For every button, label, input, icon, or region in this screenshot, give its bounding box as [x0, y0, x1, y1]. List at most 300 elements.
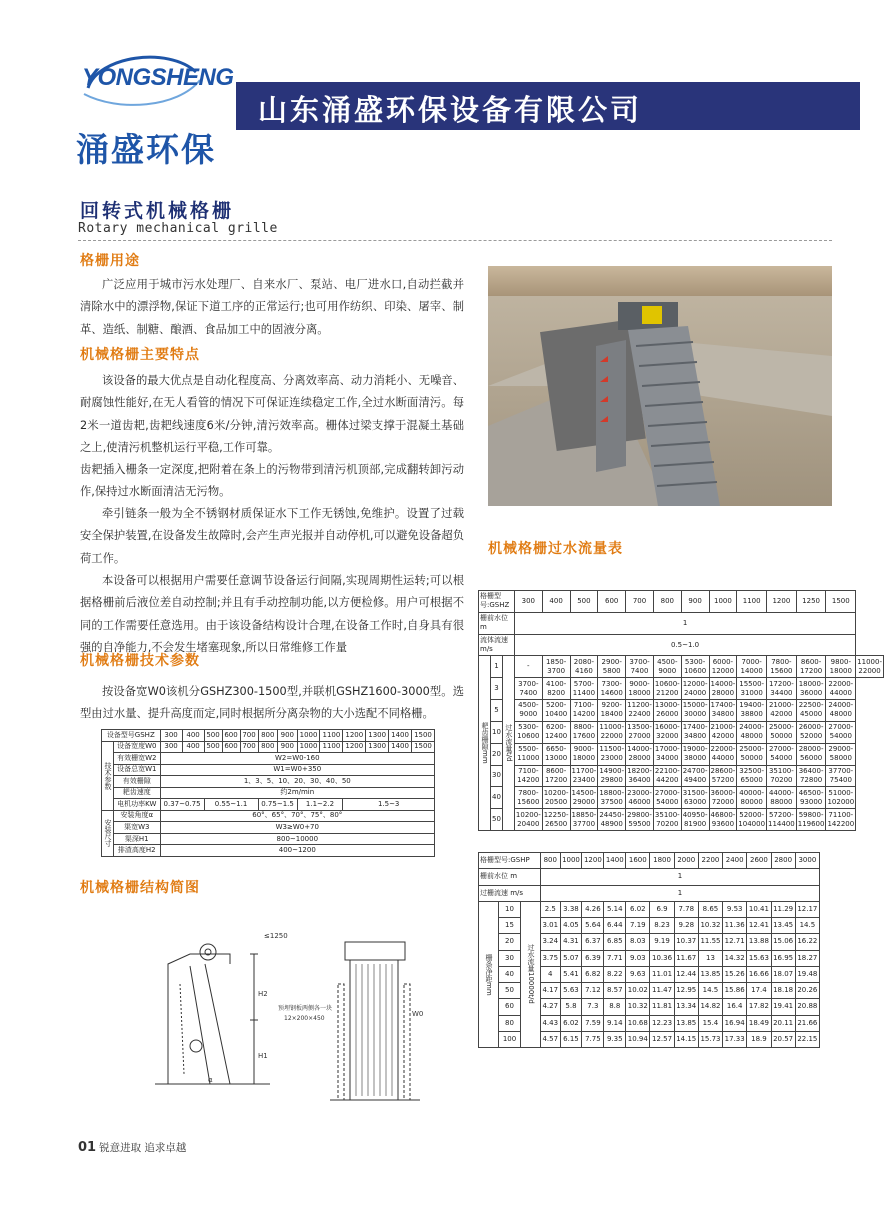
flowb-cell: 5.41 [560, 966, 582, 982]
param-col-header: 1400 [389, 730, 412, 742]
flowb-cell: 22.15 [795, 1031, 819, 1047]
dim-w0-label: W0 [412, 1010, 424, 1018]
param-cell: 0.75~1.5 [258, 799, 297, 811]
features-para-1: 该设备的最大优点是自动化程度高、分离效率高、动力消耗小、无噪音、耐腐蚀性能好,在无人看管的情况下可保证连续稳定工作,全过水断面清污。每2米一道齿耙,齿耙线速度6米/分钟,清污效率高。栅体过梁支撑于混凝土基础之上,使清污机整机运行平稳,工作可靠。 [80, 374, 464, 455]
params-text: 按设备宽W0该机分GSHZ300-1500型,并联机GSHZ1600-3000型。选型由过水量、提升高度而定,同时根据所分离杂物的大小选配不同格栅。 [80, 685, 464, 721]
flowb-cell: 8.23 [650, 918, 674, 934]
param-row [102, 776, 435, 788]
flowb-cell: 17.33 [723, 1031, 747, 1047]
param-span-cell: 1、3、5、10、20、30、40、50 [160, 776, 434, 788]
flowb-cell: 11.47 [650, 983, 674, 999]
flowa-cell: 25000-50000 [767, 721, 797, 743]
flowa-cell: 46500-93000 [796, 787, 826, 809]
flowb-cell: 10.37 [674, 934, 698, 950]
flowb-cell: 17.82 [747, 999, 771, 1015]
flowa-cell: 31500-63000 [681, 787, 709, 809]
flowb-cell: 10.32 [698, 918, 722, 934]
flowa-gap-value: 40 [491, 787, 503, 809]
flowb-cell: 9.14 [604, 1015, 626, 1031]
param-header-row [102, 730, 435, 742]
param-span-cell: W1=W0+350 [160, 764, 434, 776]
product-title-en: Rotary mechanical grille [78, 221, 278, 236]
flowb-cell: 11.81 [650, 999, 674, 1015]
flowb-cell: 12.23 [650, 1015, 674, 1031]
flowa-cell: 25000-50000 [737, 743, 767, 765]
param-cell: 1100 [320, 741, 343, 753]
features-para-2: 齿耙插入栅条一定深度,把附着在条上的污物带到清污机顶部,完成翻转卸污动作,保持过水断面清洁无污物。 [80, 463, 464, 499]
flowa-cell: 4100-8200 [542, 678, 570, 700]
drive-wheel [200, 944, 216, 960]
param-cell: 700 [240, 741, 258, 753]
flowa-cell: 4500-9000 [653, 656, 681, 678]
param-cell: 500 [204, 741, 222, 753]
flowb-cell: 10.36 [650, 950, 674, 966]
flowb-cell: 6.85 [604, 934, 626, 950]
flowb-cell: 9.03 [626, 950, 650, 966]
section-diagram-heading: 机械格栅结构简图 [80, 880, 200, 896]
param-span-cell: 约2m/min [160, 787, 434, 799]
flowb-model: 2600 [747, 853, 771, 869]
flowb-cell: 4.27 [541, 999, 561, 1015]
flowb-cell: 12.41 [747, 918, 771, 934]
flowa-data-row [479, 656, 884, 678]
flowb-gap-value: 40 [499, 966, 521, 982]
param-col-header: 1500 [411, 730, 434, 742]
flowa-cell: 24450-48900 [598, 809, 626, 831]
flowb-gap-value: 30 [499, 950, 521, 966]
flowa-data-row [479, 809, 884, 831]
flowb-cell: 20.26 [795, 983, 819, 999]
dim-h2-label: H2 [258, 990, 268, 998]
flowa-cell: 8600-17200 [542, 765, 570, 787]
flowb-cell: 16.4 [723, 999, 747, 1015]
flowa-cell: 12250-26500 [542, 809, 570, 831]
flowa-cell: 5700-11400 [570, 678, 598, 700]
flowa-cell: 22500-45000 [796, 700, 826, 722]
logo-english: YONGSHENG [82, 64, 234, 91]
flowb-cell: 15.06 [771, 934, 795, 950]
param-col-header: 500 [204, 730, 222, 742]
param-cell: 0.37~0.75 [160, 799, 204, 811]
param-col-header: 800 [258, 730, 278, 742]
dim-top-label: ≤1250 [264, 932, 288, 940]
flowa-data-row [479, 678, 884, 700]
dim-h1-label: H1 [258, 1052, 268, 1060]
flowa-cell: 5500-11000 [514, 743, 542, 765]
param-row-label: 有效栅隙 [114, 776, 161, 788]
flowb-gap-value: 60 [499, 999, 521, 1015]
flowb-cell: 14.82 [698, 999, 722, 1015]
param-cell: 1500 [411, 741, 434, 753]
flowa-cell: 7800-15600 [514, 787, 542, 809]
flowa-cell: 71100-142200 [826, 809, 856, 831]
embedded-plate-size: 12×200×450 [284, 1015, 325, 1022]
flowb-cell: 4.43 [541, 1015, 561, 1031]
param-row [102, 741, 435, 753]
flowa-cell: 17000-34000 [653, 743, 681, 765]
flowb-speed-row [479, 885, 820, 901]
flowb-model: 2400 [723, 853, 747, 869]
param-row [102, 845, 435, 857]
flowa-model: 400 [542, 591, 570, 613]
flowa-cell: 27000-54000 [653, 787, 681, 809]
flowb-cell: 18.18 [771, 983, 795, 999]
param-cell: 600 [222, 741, 240, 753]
flowb-cell: 3.01 [541, 918, 561, 934]
param-cell: 1000 [297, 741, 320, 753]
flowa-cell: 21000-42000 [767, 700, 797, 722]
flowb-cell: 2.5 [541, 901, 561, 917]
flowb-cell: 5.63 [560, 983, 582, 999]
flowa-cell: 18850-37700 [570, 809, 598, 831]
flowb-cell: 17.4 [747, 983, 771, 999]
flowb-cell: 13.85 [674, 1015, 698, 1031]
flowb-cell: 9.53 [723, 901, 747, 917]
flowa-model-row [479, 591, 884, 613]
flowa-cell: 27000-54000 [767, 743, 797, 765]
flowa-gap-value: 5 [491, 700, 503, 722]
flowb-cell: 20.11 [771, 1015, 795, 1031]
flowb-model: 1600 [626, 853, 650, 869]
flowb-cell: 11.01 [650, 966, 674, 982]
section-flow-heading: 机械格栅过水流量表 [488, 541, 623, 557]
flowa-cell: 22100-44200 [653, 765, 681, 787]
flowa-model: 700 [626, 591, 654, 613]
flowb-model-row [479, 853, 820, 869]
flowb-cell: 18.9 [747, 1031, 771, 1047]
flow-table-gshp [478, 852, 820, 1048]
param-row [102, 787, 435, 799]
flowa-cell: 10200-20500 [542, 787, 570, 809]
flowb-cell: 9.35 [604, 1031, 626, 1047]
param-col-header: 1300 [366, 730, 389, 742]
flowa-speed-row [479, 634, 884, 656]
param-span-cell: 60°、65°、70°、75°、80° [160, 810, 434, 822]
flowa-cell: 10200-20400 [514, 809, 542, 831]
flowb-cell: 8.03 [626, 934, 650, 950]
param-row [102, 822, 435, 834]
flowb-cell: 11.29 [771, 901, 795, 917]
section-features-heading: 机械格栅主要特点 [80, 347, 200, 363]
embedded-plate-label: 预埋钢板两侧各一块 [278, 1005, 333, 1012]
footer [78, 1140, 186, 1155]
flowb-level-label: 栅前水位 m [479, 869, 541, 885]
param-row-label: 有效栅宽W2 [114, 753, 161, 765]
product-photo [488, 266, 832, 506]
param-cell: 1.1~2.2 [297, 799, 343, 811]
param-span-cell: W2=W0-160 [160, 753, 434, 765]
flowb-cell: 3.38 [560, 901, 582, 917]
flowa-cell: 15500-31000 [737, 678, 767, 700]
flowa-cell: 14900-29800 [598, 765, 626, 787]
flowa-speed-value: 0.5~1.0 [514, 634, 855, 656]
flowa-cell: 18800-37500 [598, 787, 626, 809]
flowa-cell: 37700-75400 [826, 765, 856, 787]
flowa-gap-value: 10 [491, 721, 503, 743]
flowa-cell: 7100-14200 [570, 700, 598, 722]
flowb-gap-label: 栅条净距mm [479, 901, 499, 1047]
param-row [102, 810, 435, 822]
flowb-cell: 7.59 [582, 1015, 604, 1031]
section-usage-heading: 格栅用途 [80, 253, 140, 269]
flowa-cell: 10600-21200 [653, 678, 681, 700]
param-row-label: 安装角度α [114, 810, 161, 822]
flowb-cell: 14.15 [674, 1031, 698, 1047]
flowb-cell: 6.02 [626, 901, 650, 917]
flowb-cell: 10.41 [747, 901, 771, 917]
flowa-cell: 1850-3700 [542, 656, 570, 678]
flowa-model: 1200 [767, 591, 797, 613]
flowa-cell: 17200-34400 [767, 678, 797, 700]
flowb-cell: 15.73 [698, 1031, 722, 1047]
flowb-cell: 4.17 [541, 983, 561, 999]
flowb-flow-label: 过水流量10000t/d [521, 901, 541, 1047]
param-group-tech: 技术参数 [102, 741, 114, 810]
param-cell: 1.5~3 [343, 799, 435, 811]
flowa-data-row [479, 700, 884, 722]
flowa-cell: 11200-22400 [626, 700, 654, 722]
flowa-cell: 28600-57200 [709, 765, 737, 787]
flowb-cell: 16.22 [795, 934, 819, 950]
features-para-3: 牵引链条一般为全不锈钢材质保证水下工作无锈蚀,免维护。设置了过载安全保护装置,在设备发生故障时,会产生声光报并自动停机,可以避免设备超负荷工作。 [80, 507, 464, 565]
title-divider [78, 240, 832, 241]
flowa-cell: 4500-9000 [514, 700, 542, 722]
flowa-cell: 9200-18400 [598, 700, 626, 722]
flowa-speed-label: 流体流速 m/s [479, 634, 515, 656]
company-name: 山东涌盛环保设备有限公司 [258, 93, 643, 127]
flowa-cell: 14000-28000 [626, 743, 654, 765]
flowb-gap-value: 20 [499, 934, 521, 950]
flowb-cell: 15.86 [723, 983, 747, 999]
flowa-data-row [479, 743, 884, 765]
param-row [102, 833, 435, 845]
flowb-cell: 11.36 [723, 918, 747, 934]
flowa-gap-value: 3 [491, 678, 503, 700]
flowb-cell: 9.63 [626, 966, 650, 982]
param-cell: 800 [258, 741, 278, 753]
flowb-cell: 10.68 [626, 1015, 650, 1031]
flowa-model-label: 格栅型号:GSHZ [479, 591, 515, 613]
flowb-cell: 7.3 [582, 999, 604, 1015]
flowa-cell: 12000-24000 [681, 678, 709, 700]
param-cell: 0.55~1.1 [204, 799, 258, 811]
flowb-cell: 15.26 [723, 966, 747, 982]
param-span-cell: 800~10000 [160, 833, 434, 845]
page-number: 01 [78, 1140, 97, 1155]
flowb-cell: 7.19 [626, 918, 650, 934]
param-cell: 1400 [389, 741, 412, 753]
param-cell: 900 [278, 741, 298, 753]
param-col-header: 700 [240, 730, 258, 742]
flowa-gap-value: 30 [491, 765, 503, 787]
flowa-cell: 11000-22000 [856, 656, 884, 678]
flowb-cell: 6.37 [582, 934, 604, 950]
flowb-level-row [479, 869, 820, 885]
inclined-frame [190, 964, 230, 1084]
flowb-model: 3000 [795, 853, 819, 869]
param-row [102, 764, 435, 776]
flowa-cell: 44000-88000 [767, 787, 797, 809]
flowb-model: 800 [541, 853, 561, 869]
lower-wheel [190, 1040, 202, 1052]
flowb-cell: 7.71 [604, 950, 626, 966]
flowb-cell: 13.45 [771, 918, 795, 934]
flowa-cell: 2900-5800 [598, 656, 626, 678]
flowa-cell: 36400-72800 [796, 765, 826, 787]
flowa-cell: - [514, 656, 542, 678]
flowb-gap-value: 80 [499, 1015, 521, 1031]
flowb-cell: 13.85 [698, 966, 722, 982]
param-row-label: 电机功率KW [114, 799, 161, 811]
flowb-cell: 4.26 [582, 901, 604, 917]
flowb-cell: 4 [541, 966, 561, 982]
flowb-cell: 14.5 [698, 983, 722, 999]
flowa-cell: 7800-15600 [767, 656, 797, 678]
flowa-cell: 9000-18000 [570, 743, 598, 765]
flowb-cell: 14.5 [795, 918, 819, 934]
param-cell: 300 [160, 741, 182, 753]
param-col-header: 1000 [297, 730, 320, 742]
param-span-cell: W3≥W0+70 [160, 822, 434, 834]
flowb-cell: 12.71 [723, 934, 747, 950]
param-group-install: 安装尺寸 [102, 810, 114, 856]
param-col-header: 400 [182, 730, 204, 742]
flowb-cell: 13 [698, 950, 722, 966]
flowa-cell: 3700-7400 [514, 678, 542, 700]
param-row [102, 753, 435, 765]
flowa-level-row [479, 612, 884, 634]
flowb-cell: 6.44 [604, 918, 626, 934]
flowb-gap-value: 15 [499, 918, 521, 934]
flowa-cell: 18200-36400 [626, 765, 654, 787]
flowa-cell: 23000-46000 [626, 787, 654, 809]
flowa-cell: 6200-12400 [542, 721, 570, 743]
flowa-cell: 26000-52000 [796, 721, 826, 743]
flowb-cell: 10.02 [626, 983, 650, 999]
flowa-data-row [479, 721, 884, 743]
flowa-model: 300 [514, 591, 542, 613]
flowa-gap-value: 20 [491, 743, 503, 765]
flowa-cell: 32500-65000 [737, 765, 767, 787]
flowa-cell: 22000-44000 [709, 743, 737, 765]
flowb-model: 2200 [698, 853, 722, 869]
flowb-cell: 6.9 [650, 901, 674, 917]
param-col-header: 300 [160, 730, 182, 742]
flowa-model: 1500 [826, 591, 856, 613]
flowa-cell: 35100-70200 [767, 765, 797, 787]
param-col-header: 600 [222, 730, 240, 742]
flowa-cell: 5300-10600 [681, 656, 709, 678]
flowb-cell: 13.34 [674, 999, 698, 1015]
features-para-4: 本设备可以根据用户需要任意调节设备运行间隔,实现周期性运转;可以根据格栅前后液位差自动控制;并且有手动控制功能,以方便检修。用户可根据不同的工作需要任意选用。由于该设备结构设计合理,在设备工作时,自身具有很强的自净能力,不会发生堵塞现象,所以日常维修工作量 [80, 574, 464, 655]
flowb-cell: 14.32 [723, 950, 747, 966]
flowa-gap-value: 50 [491, 809, 503, 831]
flowb-cell: 4.05 [560, 918, 582, 934]
flowb-model: 1400 [604, 853, 626, 869]
flowb-cell: 21.66 [795, 1015, 819, 1031]
param-row-label: 排渣高度H2 [114, 845, 161, 857]
flowb-cell: 19.41 [771, 999, 795, 1015]
flowb-gap-value: 100 [499, 1031, 521, 1047]
flowa-cell: 6000-12000 [709, 656, 737, 678]
flowa-cell: 17400-34800 [681, 721, 709, 743]
flowb-cell: 8.22 [604, 966, 626, 982]
flowa-gap-value: 1 [491, 656, 503, 678]
param-col-header: 1200 [343, 730, 366, 742]
flowa-level-value: 1 [514, 612, 855, 634]
flowb-model: 1200 [582, 853, 604, 869]
footer-slogan: 锐意进取 追求卓越 [99, 1142, 187, 1154]
flowa-cell: 5200-10400 [542, 700, 570, 722]
flowa-cell: 11000-22000 [598, 721, 626, 743]
param-span-cell: 400~1200 [160, 845, 434, 857]
flowa-cell: 29000-58000 [826, 743, 856, 765]
flowa-cell: 5300-10600 [514, 721, 542, 743]
flowb-cell: 12.44 [674, 966, 698, 982]
param-col-header: 900 [278, 730, 298, 742]
structure-diagram [150, 924, 450, 1124]
flowb-cell: 6.39 [582, 950, 604, 966]
flowb-cell: 6.82 [582, 966, 604, 982]
flowa-model: 1250 [796, 591, 826, 613]
flowa-cell: 24700-49400 [681, 765, 709, 787]
flowb-gap-value: 50 [499, 983, 521, 999]
flowb-cell: 5.14 [604, 901, 626, 917]
flowb-cell: 12.57 [650, 1031, 674, 1047]
flowa-cell: 40950-81900 [681, 809, 709, 831]
flowb-model: 1800 [650, 853, 674, 869]
front-motor-box [345, 942, 405, 960]
flowa-cell: 57200-114400 [767, 809, 797, 831]
flowb-cell: 20.88 [795, 999, 819, 1015]
flowb-cell: 7.12 [582, 983, 604, 999]
flowb-cell: 8.57 [604, 983, 626, 999]
param-col-header: 1100 [320, 730, 343, 742]
flowb-cell: 5.07 [560, 950, 582, 966]
flowb-cell: 11.55 [698, 934, 722, 950]
flowb-cell: 11.67 [674, 950, 698, 966]
flowb-cell: 3.75 [541, 950, 561, 966]
flowa-cell: 13000-26000 [653, 700, 681, 722]
flowa-cell: 8600-17200 [796, 656, 826, 678]
flowa-cell: 11500-23000 [598, 743, 626, 765]
usage-text: 广泛应用于城市污水处理厂、自来水厂、泵站、电厂进水口,自动拦截并清除水中的漂浮物,保证下道工序的正常运行;也可用作纺织、印染、屠宰、制革、造纸、制糖、酿酒、食品加工中的固液分离。 [80, 278, 464, 336]
flowb-cell: 3.24 [541, 934, 561, 950]
flowa-cell: 14500-29000 [570, 787, 598, 809]
flowb-cell: 4.57 [541, 1031, 561, 1047]
flowb-cell: 15.4 [698, 1015, 722, 1031]
flowa-model: 800 [653, 591, 681, 613]
flowb-cell: 8.65 [698, 901, 722, 917]
param-row-label: 渠深H1 [114, 833, 161, 845]
flowa-model: 600 [598, 591, 626, 613]
param-row-label: 设备总宽W1 [114, 764, 161, 776]
flowa-model: 900 [681, 591, 709, 613]
flowb-cell: 13.88 [747, 934, 771, 950]
product-title: 回转式机械格栅 [80, 200, 235, 222]
flowa-level-label: 栅前水位 m [479, 612, 515, 634]
flowa-cell: 17400-34800 [709, 700, 737, 722]
flowa-cell: 7300-14600 [598, 678, 626, 700]
logo-chinese: 涌盛环保 [76, 130, 216, 169]
flowa-cell: 24000-48000 [826, 700, 856, 722]
flowb-cell: 20.57 [771, 1031, 795, 1047]
flowa-cell: 59800-119600 [796, 809, 826, 831]
flowa-cell: 27000-54000 [826, 721, 856, 743]
flowb-model-label: 格栅型号:GSHP [479, 853, 541, 869]
flowb-cell: 7.75 [582, 1031, 604, 1047]
param-row-label: 设备宽度W0 [114, 741, 161, 753]
